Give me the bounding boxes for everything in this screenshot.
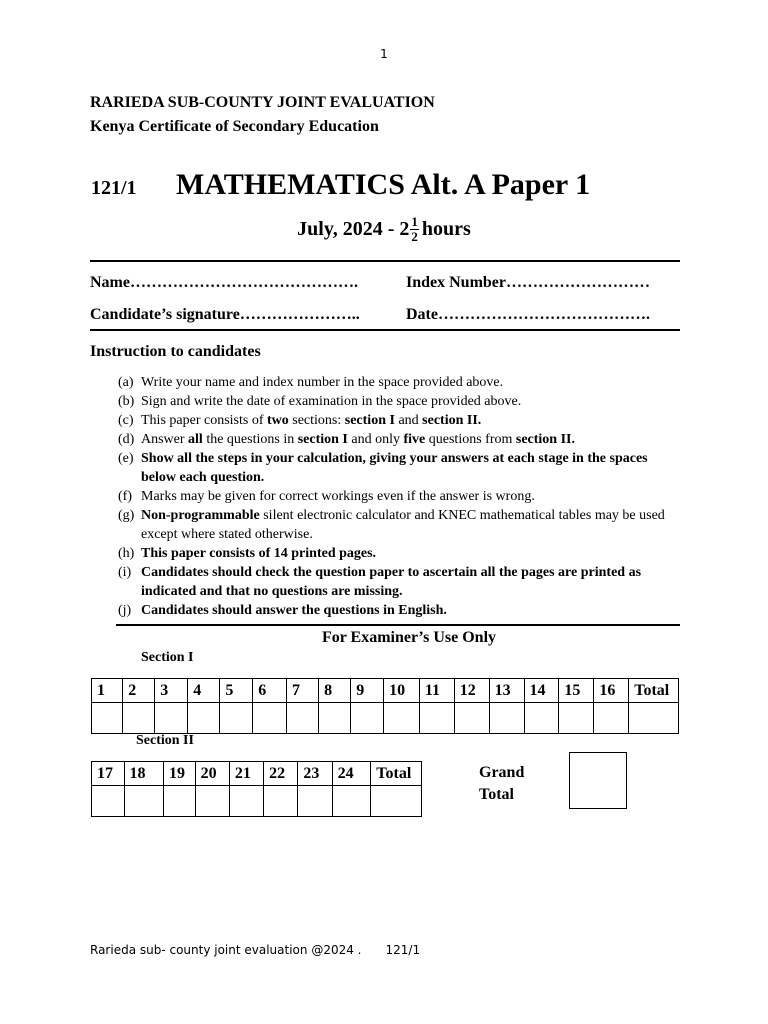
instruction-text-part: Candidates should answer the questions in English. [141, 603, 447, 618]
score-entry-cell[interactable] [298, 786, 332, 817]
instruction-label: (d) [118, 432, 135, 447]
instruction-text-part: two [266, 413, 289, 428]
instruction-item [118, 392, 684, 411]
score-entry-cell[interactable] [188, 703, 220, 734]
instruction-text [141, 544, 684, 563]
question-number-cell: 3 [155, 679, 188, 703]
score-entry-cell[interactable] [489, 703, 524, 734]
instruction-text [141, 392, 684, 411]
instruction-text-part: This paper consists of [141, 413, 267, 428]
instruction-item [118, 563, 684, 601]
date-prefix: July, 2024 - 2 [297, 218, 410, 241]
name-field: Name……………………………………. [90, 274, 358, 291]
instruction-text-part: Show all the steps in your calculation, giving your answers at each stage in the spaces below each question. [141, 451, 648, 485]
score-entry-cell[interactable] [287, 703, 319, 734]
instruction-text-part: sections: [288, 413, 345, 428]
footer [90, 943, 420, 957]
score-entry-cell[interactable] [629, 703, 679, 734]
instruction-item [118, 430, 684, 449]
date-duration-line [0, 216, 768, 245]
question-number-cell: 22 [264, 762, 298, 786]
score-entry-cell[interactable] [264, 786, 298, 817]
question-number-cell: 18 [124, 762, 164, 786]
score-entry-cell[interactable] [384, 703, 420, 734]
instructions-list [118, 373, 684, 620]
question-number-cell: 2 [123, 679, 155, 703]
instruction-label: (c) [118, 413, 134, 428]
top-rule [90, 260, 680, 262]
score-entry-row [92, 703, 679, 734]
score-entry-cell[interactable] [124, 786, 164, 817]
question-number-cell: 16 [594, 679, 629, 703]
instruction-text [141, 601, 684, 620]
section-1-label: Section I [141, 650, 194, 665]
instruction-item [118, 373, 684, 392]
instruction-text-part: and only [347, 432, 404, 447]
page-number: 1 [380, 47, 388, 61]
question-number-cell: 20 [195, 762, 229, 786]
signature-field: Candidate’s signature………………….. [90, 306, 360, 323]
instructions-bottom-rule [116, 624, 680, 626]
score-entry-cell[interactable] [524, 703, 559, 734]
question-number-cell: 5 [220, 679, 253, 703]
instruction-text-part: the questions in [202, 432, 298, 447]
score-entry-cell[interactable] [559, 703, 594, 734]
examiner-use-title: For Examiner’s Use Only [321, 629, 497, 646]
instruction-text-part: Candidates should check the question paper to ascertain all the pages are printed as indicated and that no questions are missing. [141, 565, 642, 599]
instruction-text-part: Sign and write the date of examination in the space provided above. [141, 394, 522, 409]
instruction-text-part: questions from [425, 432, 516, 447]
score-entry-cell[interactable] [195, 786, 229, 817]
fraction-denominator: 2 [411, 229, 418, 244]
question-number-cell: 1 [92, 679, 123, 703]
footer-text: Rarieda sub- county joint evaluation @2024 . [90, 943, 362, 957]
duration-fraction [410, 215, 419, 244]
grand-total-label [479, 762, 524, 806]
instruction-text-part: section II. [422, 413, 482, 428]
question-number-cell: 7 [287, 679, 319, 703]
instruction-text [141, 506, 684, 544]
instruction-text [141, 563, 684, 601]
instruction-label: (a) [118, 375, 134, 390]
instruction-text [141, 411, 684, 430]
paper-title: MATHEMATICS Alt. A Paper 1 [176, 168, 591, 201]
question-number-cell: 24 [332, 762, 371, 786]
question-number-cell: 17 [92, 762, 125, 786]
question-number-cell: 11 [419, 679, 454, 703]
instruction-text [141, 373, 684, 392]
question-number-cell: 9 [351, 679, 384, 703]
index-number-field: Index Number……………………… [406, 274, 651, 291]
score-entry-cell[interactable] [454, 703, 489, 734]
instruction-label: (i) [118, 565, 132, 580]
instructions-heading: Instruction to candidates [90, 343, 261, 360]
score-entry-cell[interactable] [419, 703, 454, 734]
instruction-text-part: section II. [515, 432, 575, 447]
question-number-cell: 4 [188, 679, 220, 703]
instruction-text-part: silent electronic calculator and KNEC mathematical tables may be used except where stated otherwise. [141, 508, 665, 542]
question-number-cell: Total [629, 679, 679, 703]
instruction-item [118, 487, 684, 506]
instruction-text [141, 430, 684, 449]
instruction-item [118, 601, 684, 620]
question-number-cell: 15 [559, 679, 594, 703]
section-2-score-table [91, 761, 422, 817]
instruction-text-part: section I [344, 413, 395, 428]
score-header-row [92, 679, 679, 703]
question-number-cell: 6 [253, 679, 287, 703]
score-header-row [92, 762, 422, 786]
certificate-title: Kenya Certificate of Secondary Education [90, 118, 379, 135]
grand-total-box[interactable] [569, 752, 627, 809]
question-number-cell: 13 [489, 679, 524, 703]
grand-total-line-2: Total [479, 786, 514, 803]
instruction-text-part: and [394, 413, 423, 428]
instruction-item [118, 449, 684, 487]
score-entry-cell[interactable] [253, 703, 287, 734]
fraction-numerator: 1 [411, 214, 418, 229]
score-entry-cell[interactable] [319, 703, 351, 734]
instruction-label: (e) [118, 451, 134, 466]
score-entry-cell[interactable] [351, 703, 384, 734]
instruction-label: (h) [118, 546, 135, 561]
instruction-item [118, 506, 684, 544]
instruction-label: (b) [118, 394, 135, 409]
instruction-label: (j) [118, 603, 132, 618]
instruction-text-part: This paper consists of 14 printed pages. [141, 546, 377, 561]
score-entry-cell[interactable] [155, 703, 188, 734]
question-number-cell: 23 [298, 762, 332, 786]
instruction-text-part: Non-programmable [141, 508, 260, 523]
instruction-text-part: five [403, 432, 426, 447]
instruction-text [141, 487, 684, 506]
score-entry-row [92, 786, 422, 817]
score-entry-cell[interactable] [371, 786, 422, 817]
instruction-text-part: Marks may be given for correct workings even if the answer is wrong. [141, 489, 535, 504]
score-entry-cell[interactable] [229, 786, 263, 817]
score-entry-cell[interactable] [332, 786, 371, 817]
instruction-text-part: all [188, 432, 203, 447]
instruction-item [118, 411, 684, 430]
score-entry-cell[interactable] [123, 703, 155, 734]
section-2-label: Section II [136, 733, 194, 748]
question-number-cell: 21 [229, 762, 263, 786]
score-entry-cell[interactable] [220, 703, 253, 734]
paper-code: 121/1 [91, 177, 137, 199]
question-number-cell: 14 [524, 679, 559, 703]
instruction-text-part: Write your name and index number in the space provided above. [141, 375, 504, 390]
instruction-label: (f) [118, 489, 132, 504]
score-entry-cell[interactable] [92, 703, 123, 734]
question-number-cell: 19 [164, 762, 196, 786]
question-number-cell: 12 [454, 679, 489, 703]
instruction-label: (g) [118, 508, 135, 523]
instruction-item [118, 544, 684, 563]
footer-code: 121/1 [385, 943, 421, 957]
question-number-cell: 10 [384, 679, 420, 703]
section-1-score-table [91, 678, 679, 734]
instruction-text-part: section I [297, 432, 348, 447]
score-entry-cell[interactable] [92, 786, 125, 817]
question-number-cell: Total [371, 762, 422, 786]
score-entry-cell[interactable] [594, 703, 629, 734]
score-entry-cell[interactable] [164, 786, 196, 817]
question-number-cell: 8 [319, 679, 351, 703]
grand-total-line-1: Grand [479, 764, 525, 781]
date-suffix: hours [421, 218, 471, 241]
fields-bottom-rule [90, 329, 680, 331]
instruction-text-part: Answer [141, 432, 189, 447]
date-field: Date…………………………………. [406, 306, 650, 323]
instruction-text [141, 449, 684, 487]
evaluation-title: RARIEDA SUB-COUNTY JOINT EVALUATION [90, 94, 435, 111]
